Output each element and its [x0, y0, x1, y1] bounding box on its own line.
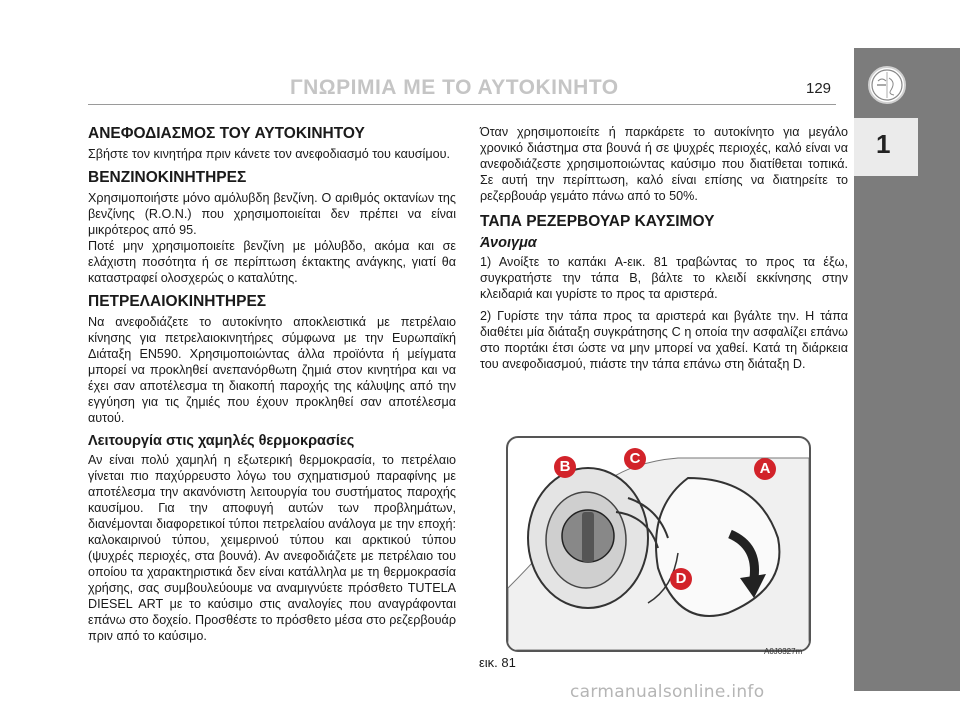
watermark: carmanualsonline.info: [570, 682, 765, 702]
page-number: 129: [806, 80, 832, 97]
section-heading-refueling: ΑΝΕΦΟΔΙΑΣΜΟΣ ΤΟΥ ΑΥΤΟΚΙΝΗΤΟΥ: [88, 125, 365, 142]
section-heading-diesel-engines: ΠΕΤΡΕΛΑΙΟΚΙΝΗΤΗΡΕΣ: [88, 293, 267, 310]
paragraph: 2) Γυρίστε την τάπα προς τα αριστερά και βγάλτε την. Η τάπα διαθέτει μία διάταξη συγκράτησης C η οποία την ασφαλίζει επάνω στο πορτάκι έτσι ώστε να μην μπορεί να χαθεί. Κατά τη διάρκεια του ανεφοδιασμού, πιάστε την τάπα επάνω στη διάταξη D.: [480, 309, 848, 371]
subheading-opening: Άνοιγμα: [480, 235, 537, 251]
paragraph: Σβήστε τον κινητήρα πριν κάνετε τον ανεφοδιασμό του καυσίμου.: [88, 147, 450, 161]
figure-caption: εικ. 81: [479, 655, 516, 670]
paragraph: 1) Ανοίξτε το καπάκι A-εικ. 81 τραβώντας το προς τα έξω, συγκρατήστε την τάπα B, βάλτε το κλειδί εκκίνησης στην κλειδαριά και γυρίστε το προς τα αριστερά.: [480, 255, 848, 301]
header-divider: [88, 104, 836, 105]
section-heading-petrol-engines: ΒΕΝΖΙΝΟΚΙΝΗΤΗΡΕΣ: [88, 169, 247, 186]
section-heading-fuel-cap: ΤΑΠΑ ΡΕΖΕΡΒΟΥΑΡ ΚΑΥΣΙΜΟΥ: [480, 213, 715, 230]
label-a-badge: A: [754, 458, 776, 480]
subheading-low-temperatures: Λειτουργία στις χαμηλές θερμοκρασίες: [88, 433, 355, 449]
label-b-badge: B: [554, 456, 576, 478]
fuel-cap-figure: [506, 436, 811, 652]
right-column: [480, 124, 848, 378]
paragraph: Ποτέ μην χρησιμοποιείτε βενζίνη με μόλυβδο, ακόμα και σε ελάχιστη ποσότητα ή σε περίπτωση έκτακτης ανάγκης, γιατί θα καταστραφεί ολοσχερώς ο καταλύτης.: [88, 239, 456, 285]
figure-code: A0J0327m: [764, 647, 803, 656]
paragraph: Όταν χρησιμοποιείτε ή παρκάρετε το αυτοκίνητο για μεγάλο χρονικό διάστημα στα βουνά ή σε ψυχρές περιοχές, καλό είναι να ανεφοδιάζεστε χρησιμοποιώντας καύσιμο που διατίθεται τοπικά. Σε αυτή την περίπτωση, καλό είναι επίσης να διατηρείτε το ρεζερβουάρ γεμάτο πάνω από το 50%.: [480, 125, 848, 203]
label-c-badge: C: [624, 448, 646, 470]
page-header-title: ΓΝΩΡΙΜΙΑ ΜΕ ΤΟ ΑΥΤΟΚΙΝΗΤΟ: [290, 76, 619, 99]
paragraph: Χρησιμοποιήστε μόνο αμόλυβδη βενζίνη. Ο αριθμός οκτανίων της βενζίνης (R.O.N.) που χρησιμοποιείται δεν πρέπει να είναι μικρότερος από 95.: [88, 191, 456, 237]
paragraph: Αν είναι πολύ χαμηλή η εξωτερική θερμοκρασία, το πετρέλαιο γίνεται πιο παχύρρευστο λόγω του σχηματισμού παραφίνης με αποτέλεσμα την ακανόνιστη λειτουργία του συστήματος παροχής καυσίμου. Για την αποφυγή αυτών των προβλημάτων, διανέμονται διαφορετικοί τύποι πετρελαίου ανάλογα με την εποχή: καλοκαιρινού τύπου, χειμερινού τύπου και αρκτικού τύπου (ψυχρές περιοχές, στα βουνά). Αν ανεφοδιάζετε με πετρέλαιο του οποίου τα χαρακτηριστικά δεν είναι κατάλληλα με τη θερμοκρασία χρήσης, σας συμβουλεύουμε να αναμιγνύετε πρόσθετο TUTELA DIESEL ART με το καύσιμο στις αναλογίες που αναγράφονται επάνω στο δοχείο. Προσθέστε το πρόσθετο μέσα στο ρεζερβουάρ πριν από το καύσιμο.: [88, 453, 456, 643]
paragraph: Να ανεφοδιάζετε το αυτοκίνητο αποκλειστικά με πετρέλαιο κίνησης για πετρελαιοκινητήρες σύμφωνα με την Ευρωπαϊκή Διάταξη EN590. Χρησιμοποιώντας άλλα προϊόντα ή μείγματα μπορεί να προκληθεί ανεπανόρθωτη ζημιά στον κινητήρα και να έχει σαν αποτέλεσμα τη διακοπή παροχής της κάλυψης από την εγγύηση για τις ζημιές που έχουν προκληθεί σαν αποτέλεσμα αυτού.: [88, 315, 456, 425]
label-d-badge: D: [670, 568, 692, 590]
left-column: [88, 124, 456, 650]
brand-logo: [868, 66, 906, 104]
chapter-number: 1: [876, 129, 891, 159]
